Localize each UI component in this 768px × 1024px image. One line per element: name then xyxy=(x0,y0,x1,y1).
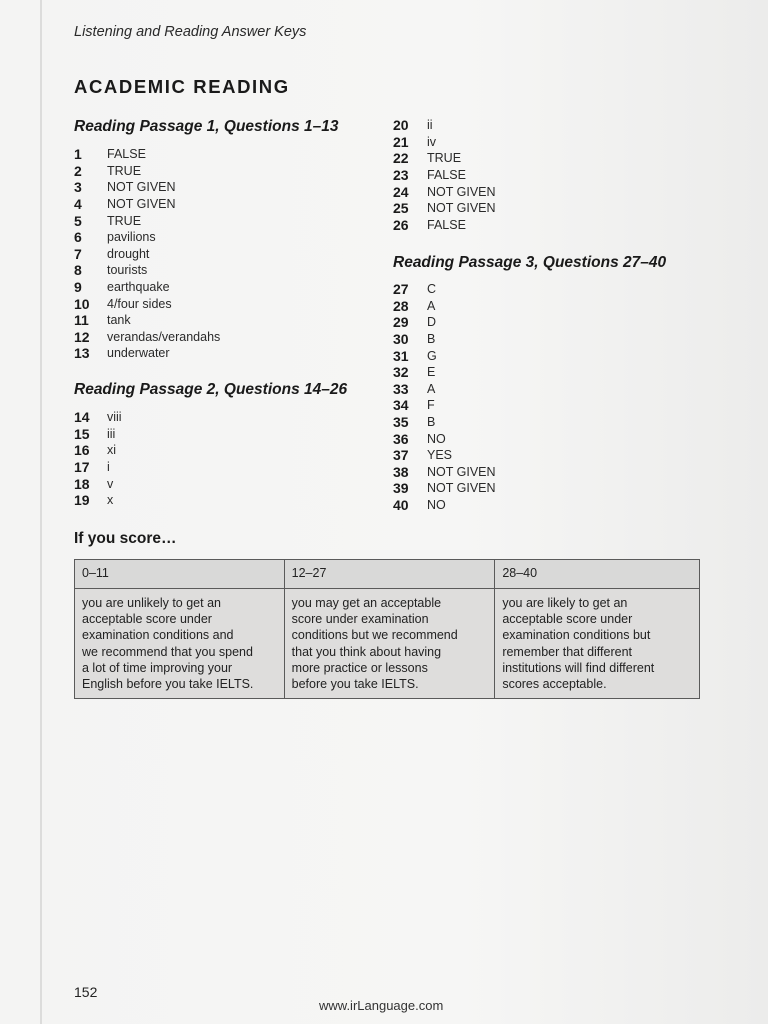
answer-row xyxy=(74,492,122,509)
question-number: 1 xyxy=(74,146,82,163)
answer-text: tourists xyxy=(107,263,148,278)
answer-row xyxy=(393,298,496,315)
answer-row xyxy=(74,212,220,229)
question-number: 19 xyxy=(74,492,90,509)
answer-text: i xyxy=(107,460,110,475)
answer-text: A xyxy=(427,298,436,313)
answer-row xyxy=(393,364,496,381)
answer-text: 4/four sides xyxy=(107,296,172,311)
question-number: 11 xyxy=(74,312,89,329)
passage2-heading: Reading Passage 2, Questions 14–26 xyxy=(74,381,348,398)
passage2-answer-list-right xyxy=(393,117,496,233)
question-number: 14 xyxy=(74,409,90,426)
answer-text: NOT GIVEN xyxy=(427,201,496,216)
passage3-heading: Reading Passage 3, Questions 27–40 xyxy=(393,254,667,271)
answer-row xyxy=(74,459,122,476)
answer-row xyxy=(74,196,220,213)
question-number: 33 xyxy=(393,380,409,397)
answer-row xyxy=(74,179,220,196)
answer-text: G xyxy=(427,348,437,363)
advice-line: institutions will find different xyxy=(502,660,655,675)
answer-text: NO xyxy=(427,431,446,446)
answer-text: underwater xyxy=(107,346,170,361)
advice-line: acceptable score under xyxy=(502,612,633,627)
passage2-answer-list-left xyxy=(74,409,122,509)
question-number: 15 xyxy=(74,425,90,442)
question-number: 21 xyxy=(393,133,409,150)
question-number: 24 xyxy=(393,183,409,200)
answer-text: TRUE xyxy=(427,151,462,166)
score-heading: If you score… xyxy=(74,530,177,547)
answer-text: B xyxy=(427,332,436,347)
answer-row xyxy=(74,262,220,279)
score-range-cell: 28–40 xyxy=(495,560,700,589)
advice-line: you are likely to get an xyxy=(502,596,628,610)
answer-text: YES xyxy=(427,448,453,463)
question-number: 40 xyxy=(393,497,409,514)
question-number: 12 xyxy=(74,328,90,345)
answer-row xyxy=(393,200,496,217)
answer-row xyxy=(74,295,220,312)
question-number: 25 xyxy=(393,200,409,217)
passage3-answer-list xyxy=(393,281,496,513)
answer-row xyxy=(393,430,496,447)
answer-row xyxy=(393,381,496,398)
answer-row xyxy=(74,475,122,492)
score-range-row xyxy=(75,560,700,589)
answer-row xyxy=(74,426,122,443)
answer-text: viii xyxy=(107,410,122,425)
question-number: 16 xyxy=(74,442,90,459)
answer-text: FALSE xyxy=(107,147,146,162)
answer-row xyxy=(74,312,220,329)
question-number: 13 xyxy=(74,345,90,362)
advice-line: a lot of time improving your xyxy=(82,660,233,675)
question-number: 4 xyxy=(74,196,82,213)
answer-text: NOT GIVEN xyxy=(107,197,176,212)
answer-text: tank xyxy=(107,313,131,328)
binding-edge xyxy=(40,0,42,1024)
question-number: 3 xyxy=(74,179,82,196)
score-table xyxy=(74,559,700,699)
answer-row xyxy=(393,331,496,348)
question-number: 27 xyxy=(393,281,409,298)
question-number: 9 xyxy=(74,279,82,296)
answer-text: earthquake xyxy=(107,280,170,295)
answer-text: verandas/verandahs xyxy=(107,329,221,344)
answer-text: FALSE xyxy=(427,217,466,232)
answer-text: NOT GIVEN xyxy=(427,481,496,496)
running-head: Listening and Reading Answer Keys xyxy=(74,24,307,40)
question-number: 20 xyxy=(393,117,409,134)
question-number: 39 xyxy=(393,480,409,497)
answer-row xyxy=(74,146,220,163)
answer-text: pavilions xyxy=(107,230,156,245)
answer-text: TRUE xyxy=(107,163,142,178)
question-number: 2 xyxy=(74,162,82,179)
answer-text: v xyxy=(107,476,114,491)
question-number: 36 xyxy=(393,430,409,447)
score-range-cell: 0–11 xyxy=(75,560,285,589)
answer-text: x xyxy=(107,493,114,508)
answer-row xyxy=(393,480,496,497)
answer-text: FALSE xyxy=(427,168,466,183)
advice-line: conditions but we recommend xyxy=(291,628,458,643)
section-title: ACADEMIC READING xyxy=(74,76,290,97)
score-advice-cell xyxy=(495,589,700,699)
answer-row xyxy=(74,442,122,459)
question-number: 22 xyxy=(393,150,409,167)
answer-text: C xyxy=(427,282,437,297)
answer-row xyxy=(393,134,496,151)
advice-line: English before you take IELTS. xyxy=(82,677,254,692)
question-number: 18 xyxy=(74,475,90,492)
answer-text: iv xyxy=(427,134,437,149)
answer-row xyxy=(393,117,496,134)
answer-row xyxy=(393,464,496,481)
question-number: 17 xyxy=(74,459,90,476)
question-number: 28 xyxy=(393,297,409,314)
advice-line: scores acceptable. xyxy=(502,677,607,692)
answer-text: E xyxy=(427,365,436,380)
footer-url: www.irLanguage.com xyxy=(319,998,444,1013)
advice-line: you may get an acceptable xyxy=(291,596,442,610)
answer-row xyxy=(74,345,220,362)
advice-line: remember that different xyxy=(502,644,633,659)
answer-text: D xyxy=(427,315,437,330)
advice-line: examination conditions and xyxy=(82,628,234,643)
score-range-cell: 12–27 xyxy=(284,560,495,589)
answer-row xyxy=(74,279,220,296)
question-number: 37 xyxy=(393,447,409,464)
question-number: 6 xyxy=(74,229,82,246)
answer-text: xi xyxy=(107,443,117,458)
answer-row xyxy=(393,217,496,234)
answer-row xyxy=(74,163,220,180)
question-number: 29 xyxy=(393,314,409,331)
question-number: 34 xyxy=(393,397,409,414)
passage1-answer-list xyxy=(74,146,220,362)
answer-text: NOT GIVEN xyxy=(427,184,496,199)
answer-row xyxy=(74,409,122,426)
advice-line: you are unlikely to get an xyxy=(82,596,221,610)
answer-row xyxy=(393,414,496,431)
question-number: 5 xyxy=(74,212,82,229)
answer-row xyxy=(393,281,496,298)
answer-row xyxy=(393,397,496,414)
answer-text: NOT GIVEN xyxy=(427,464,496,479)
question-number: 8 xyxy=(74,262,82,279)
answer-row xyxy=(74,229,220,246)
answer-row xyxy=(393,497,496,514)
question-number: 30 xyxy=(393,331,409,348)
question-number: 31 xyxy=(393,347,409,364)
answer-row xyxy=(74,246,220,263)
question-number: 23 xyxy=(393,167,409,184)
answer-row xyxy=(393,347,496,364)
answer-row xyxy=(393,447,496,464)
question-number: 35 xyxy=(393,414,409,431)
answer-text: F xyxy=(427,398,435,413)
advice-line: examination conditions but xyxy=(502,628,651,643)
question-number: 10 xyxy=(74,295,90,312)
score-advice-cell xyxy=(284,589,495,699)
score-advice-cell xyxy=(75,589,285,699)
advice-line: before you take IELTS. xyxy=(291,677,419,692)
answer-text: A xyxy=(427,381,436,396)
question-number: 26 xyxy=(393,216,409,233)
page-number: 152 xyxy=(74,984,98,1000)
answer-text: ii xyxy=(427,118,433,133)
question-number: 32 xyxy=(393,364,409,381)
answer-text: TRUE xyxy=(107,213,142,228)
answer-text: NO xyxy=(427,498,446,513)
advice-line: that you think about having xyxy=(291,644,442,659)
question-number: 7 xyxy=(74,245,82,262)
passage1-heading: Reading Passage 1, Questions 1–13 xyxy=(74,118,339,135)
answer-text: NOT GIVEN xyxy=(107,180,176,195)
answer-text: B xyxy=(427,415,436,430)
answer-row xyxy=(393,183,496,200)
advice-line: score under examination xyxy=(291,612,429,627)
advice-line: acceptable score under xyxy=(82,612,212,627)
advice-line: more practice or lessons xyxy=(291,660,428,675)
advice-line: we recommend that you spend xyxy=(82,644,253,659)
answer-text: drought xyxy=(107,246,150,261)
answer-text: iii xyxy=(107,426,116,441)
answer-row xyxy=(393,150,496,167)
question-number: 38 xyxy=(393,463,409,480)
answer-row xyxy=(393,314,496,331)
answer-row xyxy=(74,329,220,346)
answer-row xyxy=(393,167,496,184)
score-advice-row xyxy=(75,589,700,699)
